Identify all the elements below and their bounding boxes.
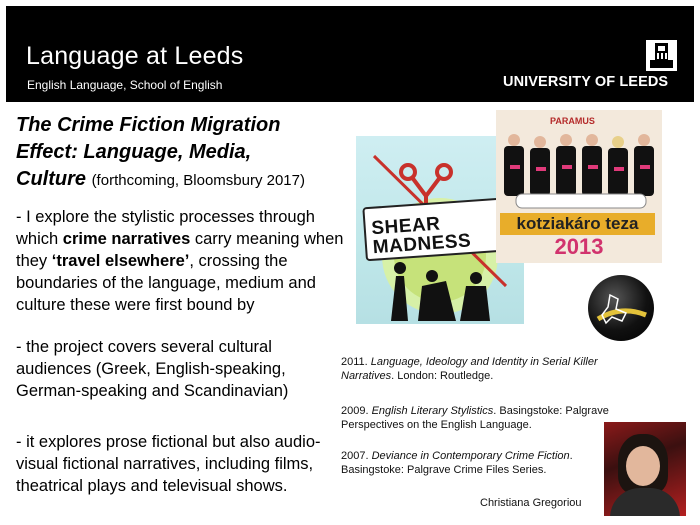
ref-title: Deviance in Contemporary Crime Fiction [371,450,570,462]
author-credit: Christiana Gregoriou [480,497,582,509]
header-subtitle: English Language, School of English [27,78,223,92]
p1-text-e: , crossing the boundaries of the language, medium and culture these were first bound by [16,252,316,314]
crime-scene-ball-icon [588,275,654,341]
title-note: (forthcoming, Bloomsbury 2017) [91,172,305,189]
reference-2007 [341,449,601,477]
title-line-3: Culture [16,168,86,190]
ref-title: English Literary Stylistics [371,405,494,417]
slide-title [16,112,361,194]
ref-publisher: . Basingstoke: Palgrave Perspectives on the English Language. [341,405,609,431]
poster-title: kotziakáro teza [500,213,655,235]
header-bar [6,6,694,102]
title-line-1: The Crime Fiction Migration [16,114,281,136]
p1-bold-crime-narratives: crime narratives [62,230,191,248]
university-crest-icon [646,40,677,71]
poster-brand: PARAMUS [550,116,595,126]
ref-year: 2009. [341,405,372,417]
paragraph-narratives: - it explores prose fictional but also audio-visual fictional narratives, including films, theatrical plays and televisual shows. [16,433,321,495]
ref-publisher: . London: Routledge. [391,370,494,382]
photo-body [610,488,680,516]
reference-2009 [341,404,631,432]
ref-year: 2011. [341,356,371,368]
paragraph-stylistic-processes [16,206,361,316]
p1-text-a: - I explore the stylistic processes through which [16,208,315,248]
title-line-2: Effect: Language, Media, [16,141,252,163]
kotziakaro-teza-poster [496,110,662,263]
reference-2011 [341,355,601,383]
ref-publisher: . Basingstoke: Palgrave Crime Files Series. [341,450,573,476]
photo-face [626,446,660,486]
header-title: Language at Leeds [26,42,244,70]
poster-year: 2013 [554,234,604,259]
ref-year: 2007. [341,450,372,462]
p1-bold-travel-elsewhere: ‘travel elsewhere’ [51,252,190,270]
author-photo [604,422,686,516]
university-name: UNIVERSITY OF LEEDS [503,74,669,90]
p1-text-c: carry meaning when they [16,230,344,270]
paragraph-cultural-audiences: - the project covers several cultural audiences (Greek, English-speaking, German-speaking and Scandinavian) [16,338,289,400]
shear-madness-title: SHEAR MADNESS [370,213,472,259]
ref-title: Language, Ideology and Identity in Serial Killer Narratives [341,356,598,382]
